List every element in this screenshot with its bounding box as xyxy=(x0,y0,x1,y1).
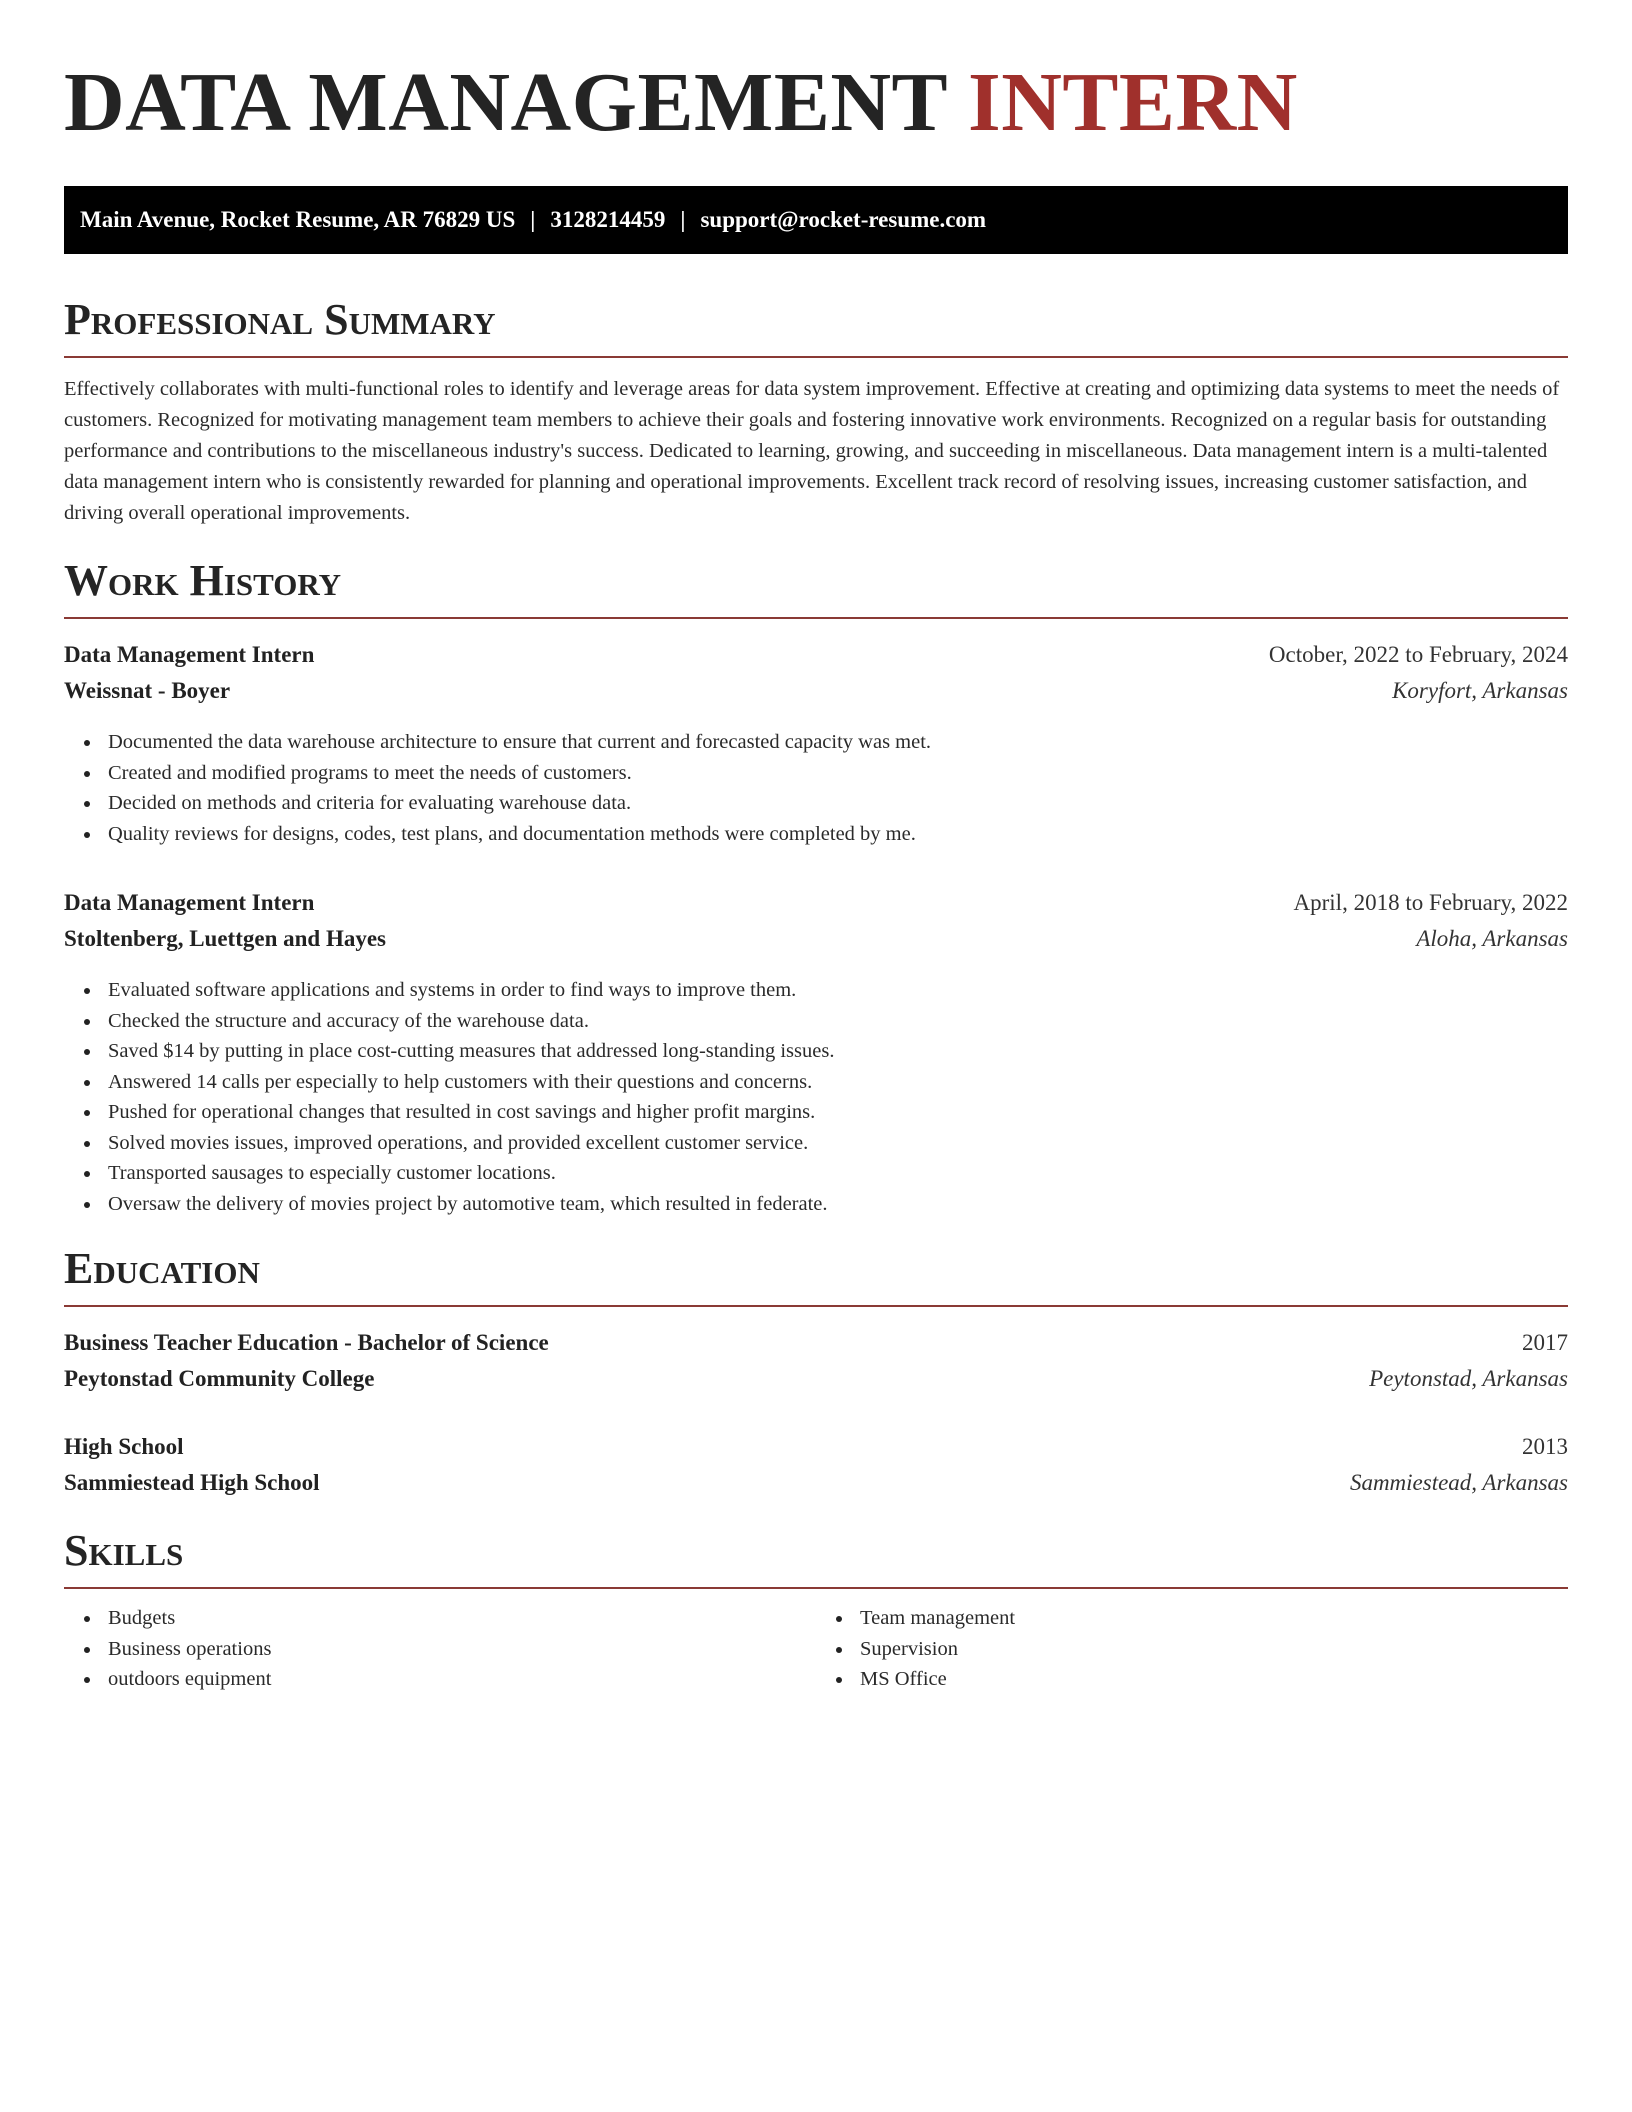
skill-item: Supervision xyxy=(860,1634,1568,1665)
job-bullet: Documented the data warehouse architecture to ensure that current and forecasted capacity was met. xyxy=(108,727,1568,758)
education-degree: High School xyxy=(64,1434,184,1459)
job-bullet: Solved movies issues, improved operations, and provided excellent customer service. xyxy=(108,1128,1568,1159)
education-degree-row xyxy=(64,1429,1568,1465)
job-dates: October, 2022 to February, 2024 xyxy=(1268,642,1568,667)
job-bullet: Transported sausages to especially customer locations. xyxy=(108,1158,1568,1189)
skills-heading: Skills xyxy=(64,1525,1568,1589)
job-dates: April, 2018 to February, 2022 xyxy=(1293,890,1568,915)
contact-address: Main Avenue, Rocket Resume, AR 76829 US xyxy=(80,207,516,232)
job-bullet: Oversaw the delivery of movies project by automotive team, which resulted in federate. xyxy=(108,1189,1568,1220)
job-bullet: Pushed for operational changes that resulted in cost savings and higher profit margins. xyxy=(108,1097,1568,1128)
education-location: Peytonstad, Arkansas xyxy=(1369,1366,1568,1391)
job-bullets xyxy=(64,727,1568,849)
resume-title xyxy=(64,48,1568,158)
education-school-row xyxy=(64,1465,1568,1501)
job-bullet: Checked the structure and accuracy of the warehouse data. xyxy=(108,1006,1568,1037)
job-location: Koryfort, Arkansas xyxy=(1392,678,1568,703)
contact-separator: | xyxy=(530,207,536,232)
job-company: Stoltenberg, Luettgen and Hayes xyxy=(64,926,386,951)
education-year: 2013 xyxy=(1522,1434,1568,1459)
skill-item: outdoors equipment xyxy=(108,1664,816,1695)
job-bullet: Saved $14 by putting in place cost-cutting measures that addressed long-standing issues. xyxy=(108,1036,1568,1067)
job-entry xyxy=(64,885,1568,1219)
skill-item: MS Office xyxy=(860,1664,1568,1695)
education-school: Sammiestead High School xyxy=(64,1470,320,1495)
job-title-row xyxy=(64,885,1568,921)
education-year: 2017 xyxy=(1522,1330,1568,1355)
education-heading: Education xyxy=(64,1243,1568,1307)
job-bullets xyxy=(64,975,1568,1219)
job-company-row xyxy=(64,921,1568,957)
job-location: Aloha, Arkansas xyxy=(1416,926,1568,951)
job-entry xyxy=(64,637,1568,849)
education-school: Peytonstad Community College xyxy=(64,1366,375,1391)
job-bullet: Answered 14 calls per especially to help customers with their questions and concerns. xyxy=(108,1067,1568,1098)
job-title: Data Management Intern xyxy=(64,642,315,667)
job-bullet: Created and modified programs to meet the needs of customers. xyxy=(108,758,1568,789)
contact-separator: | xyxy=(680,207,686,232)
job-title-row xyxy=(64,637,1568,673)
summary-text: Effectively collaborates with multi-functional roles to identify and leverage areas for data system improvement. Effective at creating and optimizing data systems to meet the needs of customers. Recognized for motivating management team members to achieve their goals and fostering innovative work environments. Recognized on a regular basis for outstanding performance and contributions to the miscellaneous industry's success. Dedicated to learning, growing, and succeeding in miscellaneous. Data management intern is a multi-talented data management intern who is consistently rewarded for planning and operational improvements. Excellent track record of resolving issues, increasing customer satisfaction, and driving overall operational improvements. xyxy=(64,378,1560,524)
job-company: Weissnat - Boyer xyxy=(64,678,231,703)
title-level: INTERN xyxy=(968,56,1298,149)
skill-item: Budgets xyxy=(108,1603,816,1634)
education-location: Sammiestead, Arkansas xyxy=(1349,1470,1568,1495)
education-degree-row xyxy=(64,1325,1568,1361)
contact-email: support@rocket-resume.com xyxy=(700,207,987,232)
education-entry xyxy=(64,1325,1568,1397)
skills-list xyxy=(64,1603,1568,1695)
title-role: DATA MANAGEMENT xyxy=(64,56,947,149)
skill-item: Business operations xyxy=(108,1634,816,1665)
skills-column-right xyxy=(816,1603,1568,1695)
contact-phone: 3128214459 xyxy=(550,207,666,232)
education-entry xyxy=(64,1429,1568,1501)
education-degree: Business Teacher Education - Bachelor of Science xyxy=(64,1330,549,1355)
job-bullet: Quality reviews for designs, codes, test plans, and documentation methods were completed by me. xyxy=(108,819,1568,850)
work-history-heading: Work History xyxy=(64,555,1568,619)
summary-heading: Professional Summary xyxy=(64,294,1568,358)
job-title: Data Management Intern xyxy=(64,890,315,915)
job-bullet: Evaluated software applications and systems in order to find ways to improve them. xyxy=(108,975,1568,1006)
education-school-row xyxy=(64,1361,1568,1397)
job-bullet: Decided on methods and criteria for evaluating warehouse data. xyxy=(108,788,1568,819)
contact-bar xyxy=(64,186,1568,254)
skills-column-left xyxy=(64,1603,816,1695)
skill-item: Team management xyxy=(860,1603,1568,1634)
job-company-row xyxy=(64,673,1568,709)
